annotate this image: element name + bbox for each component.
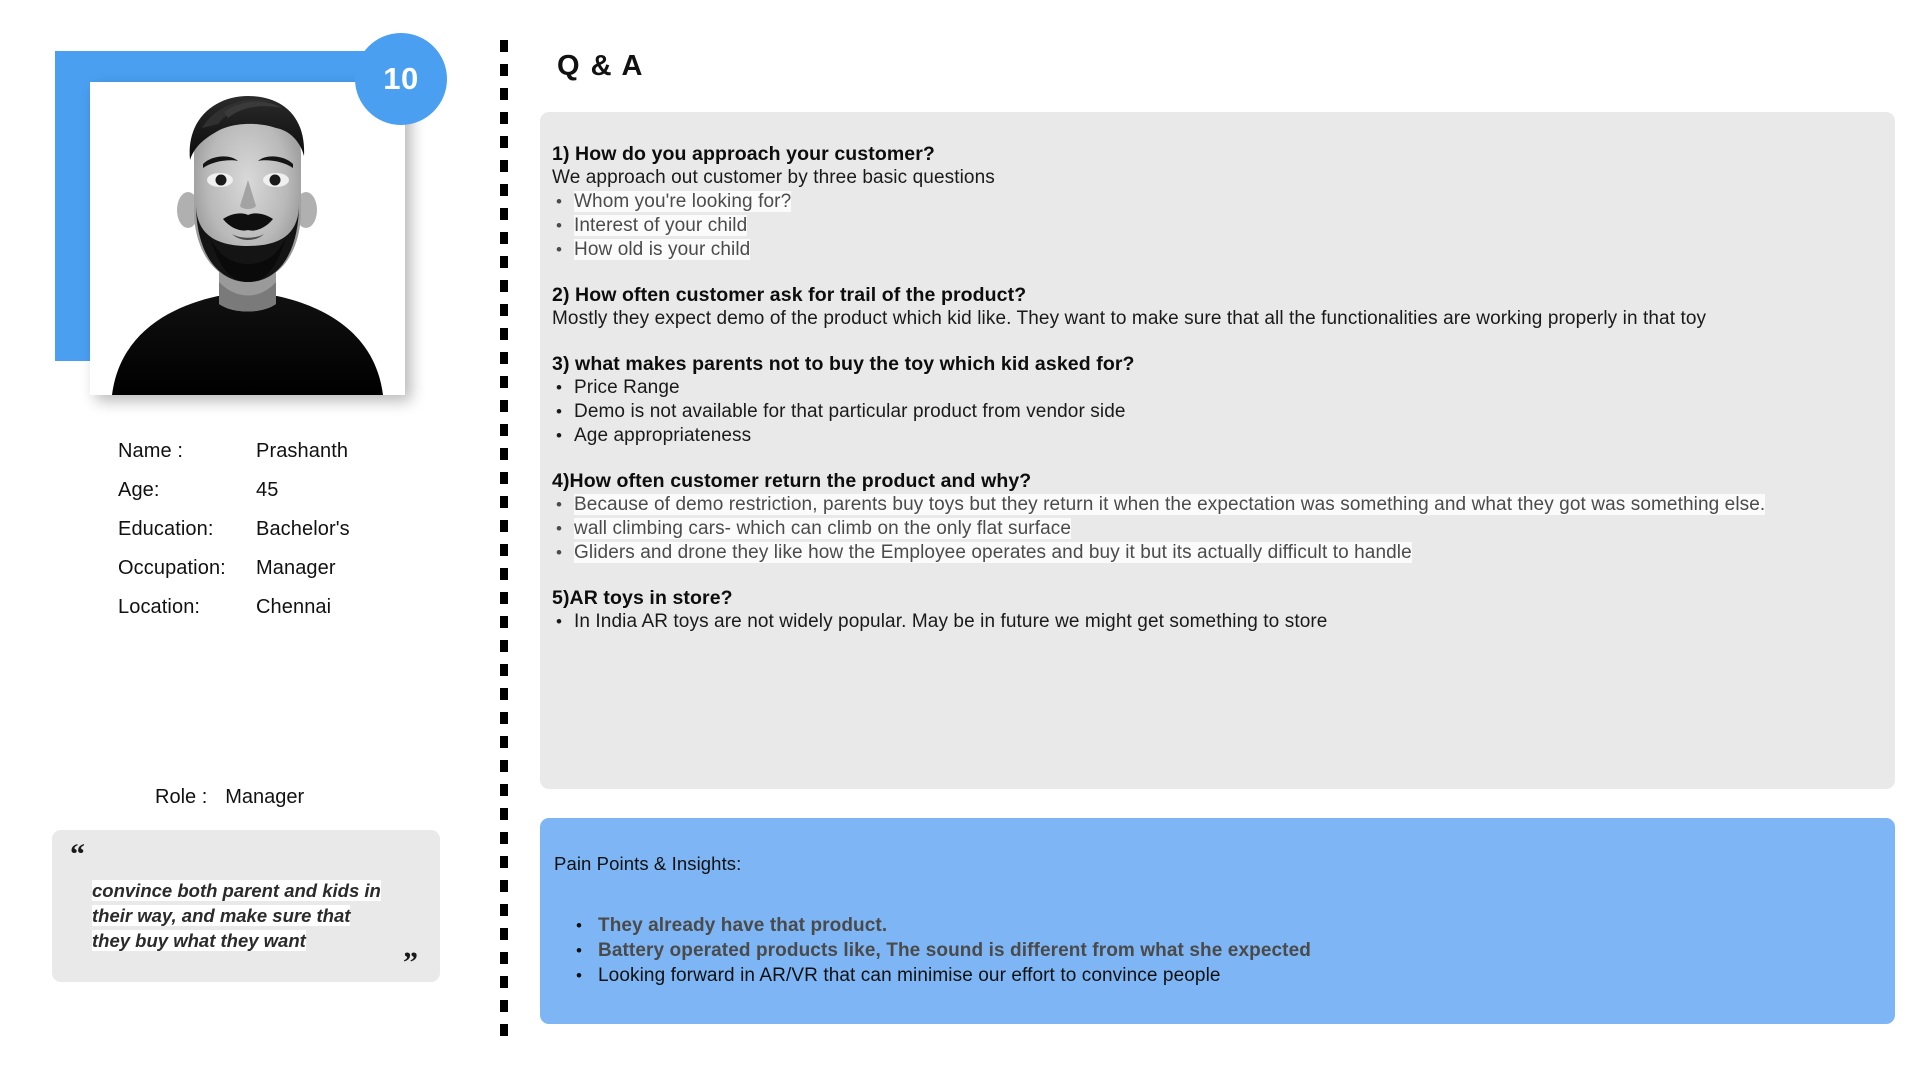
portrait-photo-icon <box>90 82 405 395</box>
persona-number-badge <box>355 33 447 125</box>
list-item <box>552 238 1885 262</box>
list-item <box>570 938 1311 963</box>
qa-panel <box>540 112 1895 789</box>
list-item-text: Looking forward in AR/VR that can minimise our effort to convince people <box>598 965 1221 986</box>
detail-value: Manager <box>256 557 336 579</box>
answer-list <box>552 493 1885 565</box>
list-item <box>552 517 1885 541</box>
list-item-text: How old is your child <box>574 239 751 260</box>
list-item-text: Gliders and drone they like how the Employee operates and buy it but its actually difficult to handle <box>574 542 1412 563</box>
list-item <box>552 424 1885 448</box>
detail-label: Name : <box>118 440 184 462</box>
quote-open-icon: “ <box>70 838 85 871</box>
detail-row-name <box>118 440 448 479</box>
qa-blocks-container <box>552 142 1885 655</box>
avatar <box>90 82 405 395</box>
question-subtitle: We approach out customer by three basic questions <box>552 167 995 188</box>
question-heading: 1) How do you approach your customer? <box>552 143 935 165</box>
question-subtitle: Mostly they expect demo of the product which kid like. They want to make sure that all the functionalities are working properly in that toy <box>552 308 1707 329</box>
list-item <box>570 913 1311 938</box>
detail-label: Occupation: <box>118 557 226 579</box>
role-label: Role : <box>155 786 208 808</box>
list-item <box>552 541 1885 565</box>
detail-row-education <box>118 518 448 557</box>
list-item-text: Whom you're looking for? <box>574 191 792 212</box>
list-item-text: In India AR toys are not widely popular. May be in future we might get something to store <box>574 611 1328 632</box>
qa-column <box>540 0 1920 1080</box>
role-line <box>155 786 304 809</box>
list-item-text: They already have that product. <box>598 915 888 936</box>
question-heading: 3) what makes parents not to buy the toy which kid asked for? <box>552 353 1135 375</box>
list-item <box>552 190 1885 214</box>
quote-text-wrapper <box>92 878 392 953</box>
quote-card <box>52 830 440 982</box>
list-item-text: Battery operated products like, The sound is different from what she expected <box>598 940 1311 961</box>
detail-label: Location: <box>118 596 201 618</box>
list-item <box>552 493 1885 517</box>
question-heading: 2) How often customer ask for trail of the product? <box>552 284 1027 306</box>
answer-list <box>552 610 1885 634</box>
list-item-text: Because of demo restriction, parents buy toys but they return it when the expectation was something and what they got was something else. <box>574 494 1766 515</box>
detail-label: Education: <box>118 518 214 540</box>
detail-row-occupation <box>118 557 448 596</box>
detail-row-location <box>118 596 448 635</box>
detail-value: Bachelor's <box>256 518 350 540</box>
list-item-text: Price Range <box>574 377 680 398</box>
quote-close-icon: ” <box>403 946 418 979</box>
qa-block-1 <box>552 142 1885 262</box>
persona-number-label: 10 <box>383 61 419 96</box>
pain-points-list <box>570 913 1311 988</box>
answer-list <box>552 190 1885 262</box>
role-value: Manager <box>225 786 305 808</box>
detail-row-age <box>118 479 448 518</box>
profile-details-list <box>118 440 448 635</box>
qa-block-3 <box>552 352 1885 448</box>
detail-value: Prashanth <box>256 440 349 462</box>
qa-block-4 <box>552 469 1885 565</box>
list-item-text: wall climbing cars- which can climb on the only flat surface <box>574 518 1072 539</box>
list-item-text: Demo is not available for that particular product from vendor side <box>574 401 1126 422</box>
list-item <box>552 214 1885 238</box>
question-heading: 5)AR toys in store? <box>552 587 733 609</box>
list-item <box>570 963 1311 988</box>
page-title: Q & A <box>557 50 644 82</box>
list-item <box>552 376 1885 400</box>
quote-text: convince both parent and kids in their way, and make sure that they buy what they want <box>92 880 381 951</box>
pain-points-panel <box>540 818 1895 1024</box>
question-heading: 4)How often customer return the product and why? <box>552 470 1032 492</box>
qa-block-5 <box>552 586 1885 634</box>
answer-list <box>552 376 1885 448</box>
list-item-text: Age appropriateness <box>574 425 752 446</box>
list-item-text: Interest of your child <box>574 215 748 236</box>
detail-value: Chennai <box>256 596 332 618</box>
detail-value: 45 <box>256 479 279 501</box>
qa-block-2 <box>552 283 1885 331</box>
profile-column <box>0 0 500 1080</box>
pain-points-title: Pain Points & Insights: <box>554 853 742 874</box>
list-item <box>552 400 1885 424</box>
list-item <box>552 610 1885 634</box>
detail-label: Age: <box>118 479 160 501</box>
dashed-divider <box>500 40 508 1040</box>
